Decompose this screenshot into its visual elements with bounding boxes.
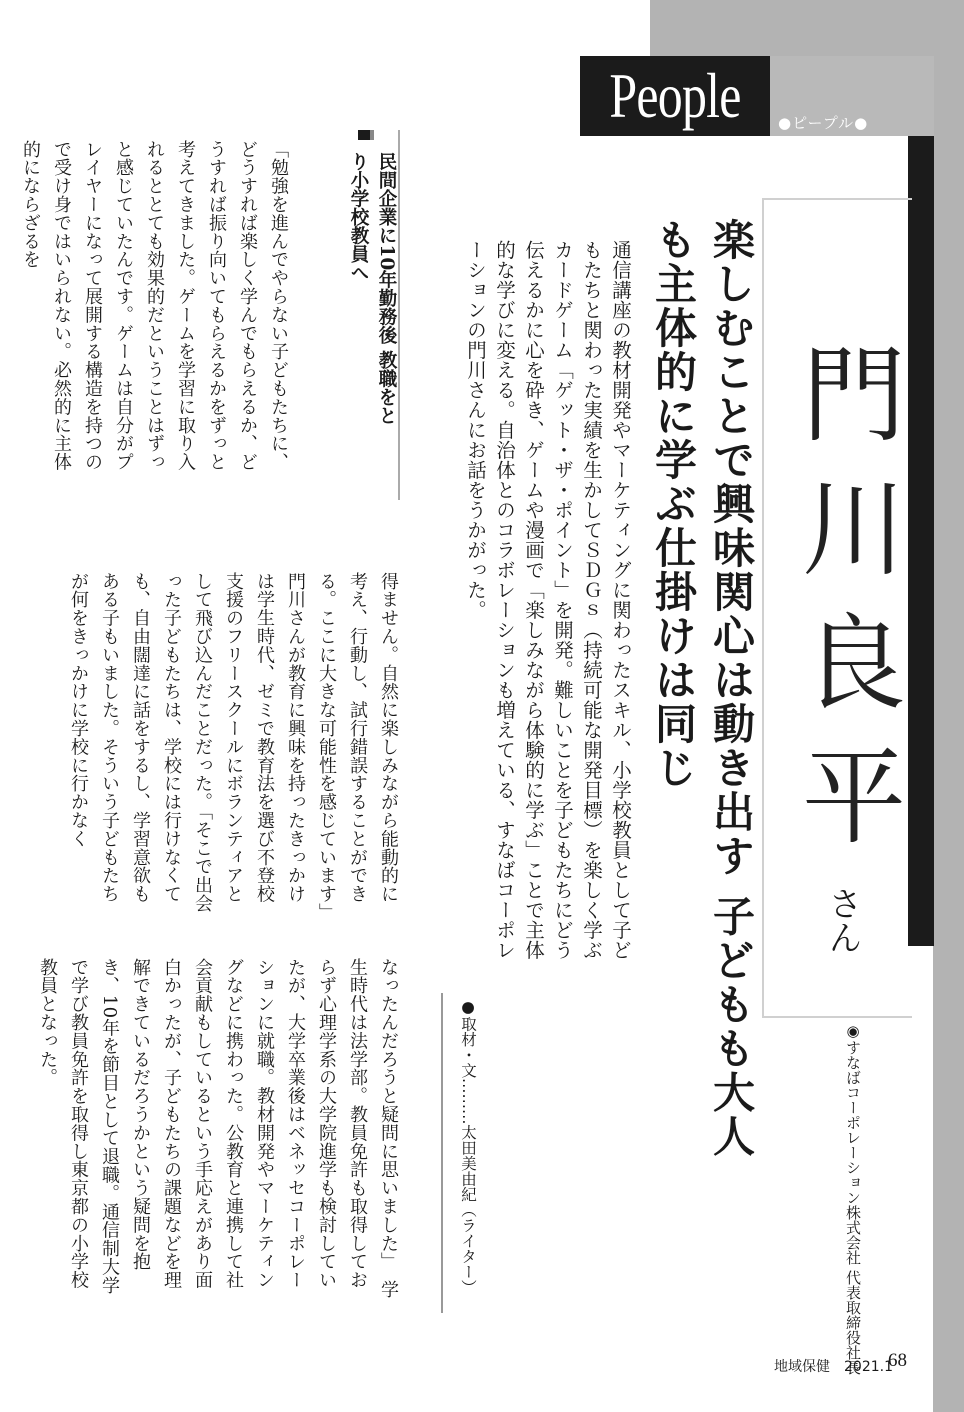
name-frame-top: [762, 198, 912, 200]
article-headline: 楽しむことで興味関心は動き出す 子どもも大人も主体的に学ぶ仕掛けは同じ: [649, 218, 756, 1159]
name-frame-bottom: [762, 1016, 912, 1018]
credit-rule: [441, 993, 443, 1313]
page-number: 68: [888, 1350, 907, 1371]
affiliation: ◉すなばコーポレーション株式会社 代表取締役社長: [844, 1022, 862, 1375]
section-subtitle: ●ピープル●: [778, 114, 869, 132]
body-text-block-1: 「勉強を進んでやらない子どもたちに、どうすれば楽しく学んでもらえるか、どうすれば振り向いてもらえるかをずっと考えてきました。ゲームを学習に取り入れるととても効果的だということはずっと感じていたんです。ゲームは自分がプレイヤーになって展開する構造を持つので受け身ではいられない。必然的に主体的にならざるを: [20, 140, 289, 472]
right-gray-strip: [933, 0, 964, 1412]
credit-line: ●取材・文………太田美由紀（ライター）: [459, 998, 477, 1295]
subheading-marker-accent: [370, 130, 374, 140]
vertical-black-bar: [908, 136, 934, 946]
body-text-block-3: なったんだろうと疑問に思いました」 学生時代は法学部。教員免許も取得しておらず心理学系の大学院進学も検討していたが、大学卒業後はベネッセコーポレーションに就職。教材開発やマーケティングなどに携わった。公教育と連携して社会貢献もしているという手応えがあり面白かったが、子どもたちの課題などを理解できているだろうかという疑問を抱き、10年を節目として退職。通信制大学で学び教員免許を取得し東京都の小学校教員となった。: [37, 958, 399, 1299]
header-gray-block: [650, 0, 934, 56]
section-title: People: [609, 60, 741, 131]
honorific: さん: [822, 886, 862, 954]
journal-name: 地域保健 2021.1: [774, 1359, 893, 1375]
subheading-marker: [358, 130, 370, 140]
name-frame-left: [762, 198, 764, 1018]
article-lead: 通信講座の教材開発やマーケティングに関わったスキル、小学校教員として子どもたちと関わった実績を生かしてＳＤＧｓ（持続可能な開発目標）を楽しく学ぶカードゲーム「ゲット・ザ・ポイント」を開発。難しいことを子どもたちにどう伝えるかに心を砕き、ゲームや漫画で「楽しみながら体験的に学ぶ」ことで主体的な学びに変える。自治体とのコラボレーションも増えている、すなばコーポレーションの門川さんにお話をうかがった。: [464, 240, 632, 960]
person-name: 門川良平: [784, 340, 906, 876]
body-text-block-2: 得ません。自然に楽しみながら能動的に考え、行動し、試行錯誤することができる。ここに大きな可能性を感じています」 門川さんが教育に興味を持ったきっかけは学生時代、ゼミで教育法を選び不登校支援のフリースクールにボランティアとして飛び込んだことだった。「そこで出会った子どもたちは、学校には行けなくても、自由闊達に話をするし、学習意欲もある子もいました。そういう子どもたちが何をきっかけに学校に行かなく: [68, 572, 399, 932]
subheading: 民間企業に10年勤務後 教職をとり小学校教員へ: [348, 152, 397, 425]
